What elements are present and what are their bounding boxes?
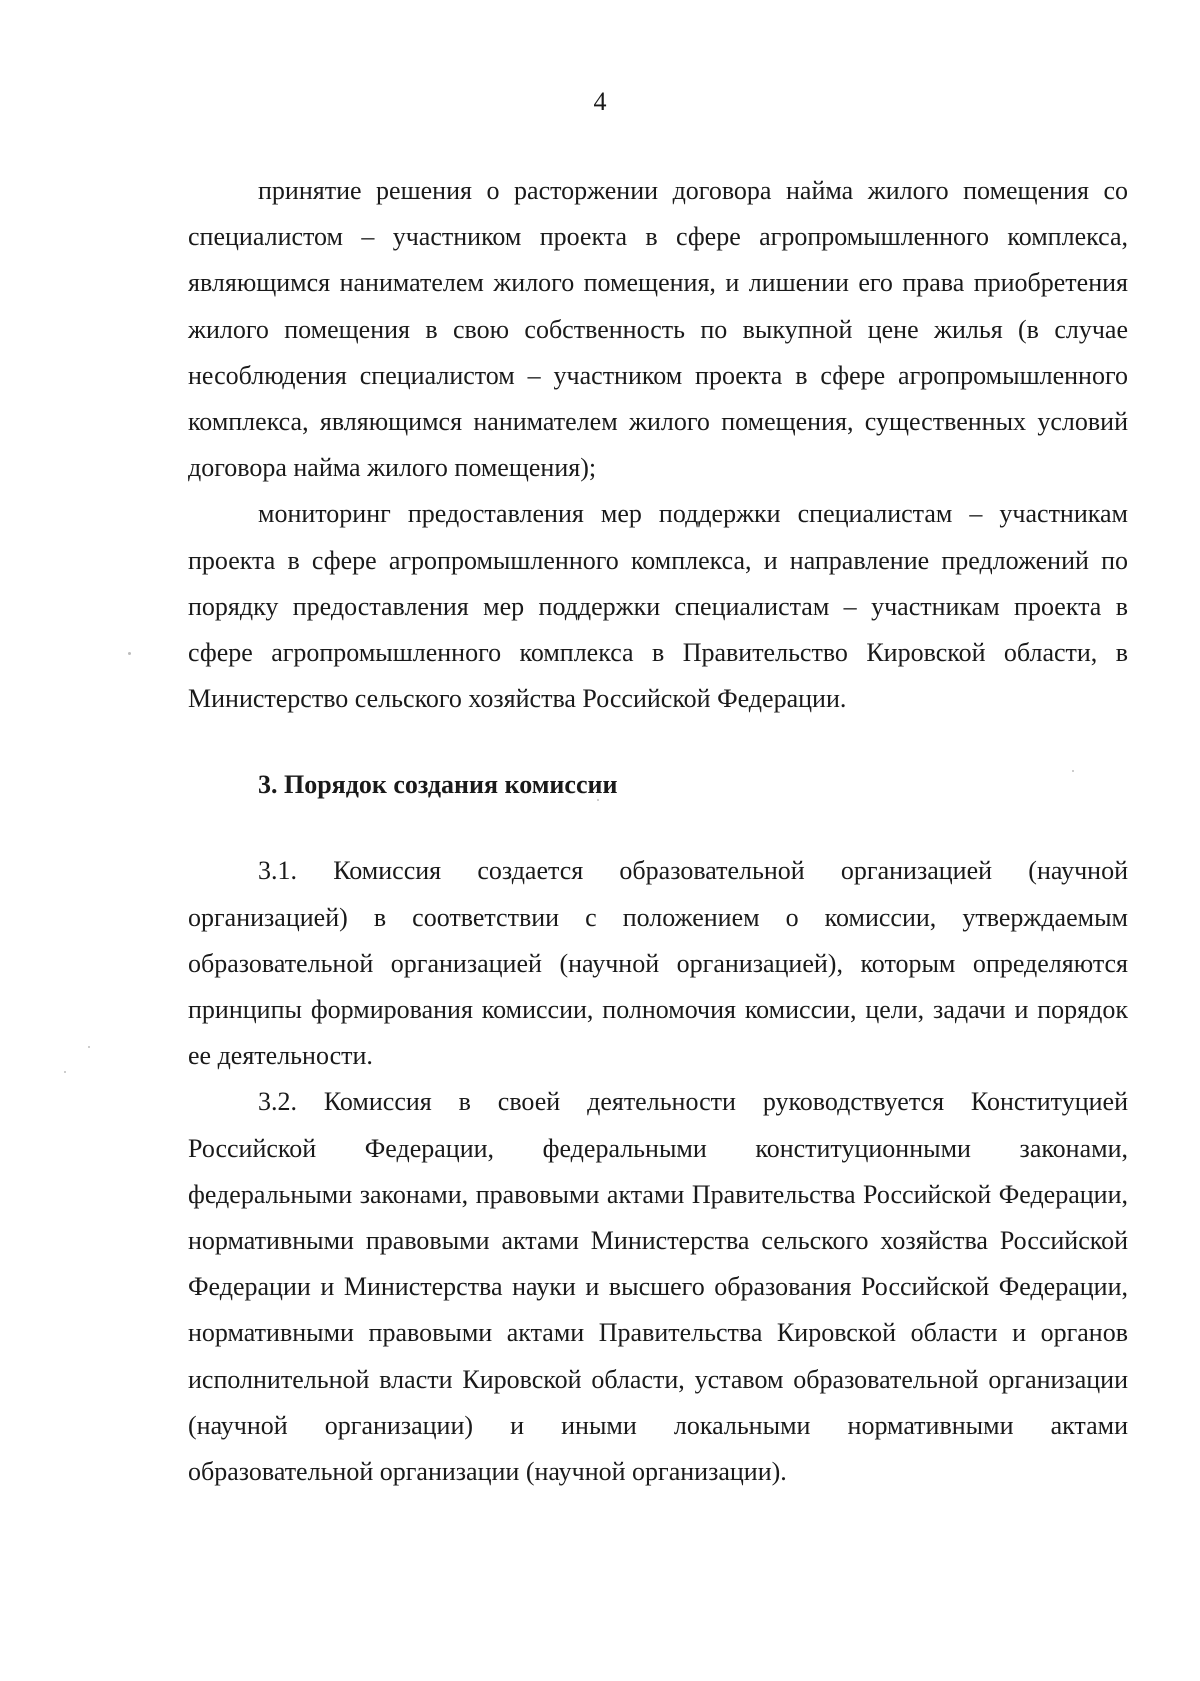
paragraph-contract-termination: принятие решения о расторжении договора найма жилого помещения со специалистом – участником проекта в сфере агропромышленного комплекса, являющимся нанимателем жилого помещения, и лишении его права приобретения жилого помещения в свою собственность по выкупной цене жилья (в случае несоблюдения специалистом – участником проекта в сфере агропромышленного комплекса, являющимся нанимателем жилого помещения, существенных условий договора найма жилого помещения); <box>188 176 1128 483</box>
scan-speck <box>128 652 131 655</box>
paragraph-3-1: 3.1. Комиссия создается образовательной организацией (научной организацией) в соответствии с положением о комиссии, утверждаемым образовательной организацией (научной организацией), которым определяются принципы формирования комиссии, полномочия комиссии, цели, задачи и порядок ее деятельности. <box>188 856 1128 1071</box>
section-heading: 3. Порядок создания комиссии <box>258 770 618 800</box>
scan-speck <box>64 1071 66 1073</box>
scan-speck <box>88 1046 90 1048</box>
scan-speck <box>1072 770 1074 772</box>
paragraph-3-2: 3.2. Комиссия в своей деятельности руководствуется Конституцией Российской Федерации, федеральными конституционными законами, федеральными законами, правовыми актами Правительства Российской Федерации, нормативными правовыми актами Министерства сельского хозяйства Российской Федерации и Министерства науки и высшего образования Российской Федерации, нормативными правовыми актами Правительства Кировской области и органов исполнительной власти Кировской области, уставом образовательной организации (научной организации) и иными локальными нормативными актами образовательной организации (научной организации). <box>188 1087 1128 1487</box>
document-body <box>188 168 1128 1495</box>
page-number: 4 <box>593 87 607 116</box>
scan-speck <box>597 799 599 801</box>
paragraph-support-monitoring: мониторинг предоставления мер поддержки специалистам – участникам проекта в сфере агропромышленного комплекса, и направление предложений по порядку предоставления мер поддержки специалистам – участникам проекта в сфере агропромышленного комплекса в Правительство Кировской области, в Министерство сельского хозяйства Российской Федерации. <box>188 499 1128 714</box>
